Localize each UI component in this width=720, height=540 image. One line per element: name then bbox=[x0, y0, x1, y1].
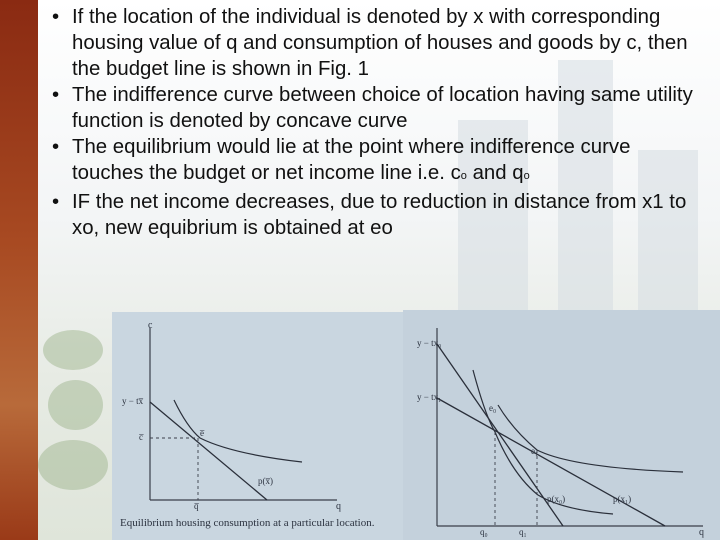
figure-caption: Equilibrium housing consumption at a particular location. bbox=[120, 517, 375, 529]
budget-line-x1 bbox=[437, 398, 665, 526]
indifference-curve-x1 bbox=[498, 405, 683, 472]
left-accent-bar bbox=[0, 0, 38, 540]
bullet-text: If the location of the individual is denoted by x with corresponding housing value of q and consumption of houses and goods by c, then the budget line is shown in Fig. 1 bbox=[72, 6, 688, 80]
equilibrium-label: e̅ bbox=[200, 428, 204, 438]
budget-line bbox=[150, 402, 267, 500]
figure-equilibrium-diagram bbox=[112, 312, 408, 540]
y-axis-label: c bbox=[148, 320, 153, 331]
x-axis-label: q bbox=[699, 527, 704, 538]
x-axis-label: q bbox=[336, 501, 341, 512]
bullet-item bbox=[52, 189, 702, 241]
background-tree bbox=[48, 380, 103, 430]
bullet-item bbox=[52, 82, 702, 134]
q-label: q̅ bbox=[194, 501, 199, 511]
bullet-dot: • bbox=[52, 6, 60, 28]
figure-comparative-diagram bbox=[403, 310, 720, 540]
c-label: c̅ bbox=[139, 432, 143, 442]
background-tree bbox=[38, 440, 108, 490]
subscript: o bbox=[460, 170, 467, 182]
q0-label: q₀ bbox=[480, 527, 488, 537]
bullet-text: The equilibrium would lie at the point where indifference curve touches the budget or net income line i.e. c bbox=[72, 136, 631, 184]
bullet-dot: • bbox=[52, 136, 60, 158]
indifference-curve-x0 bbox=[473, 370, 613, 514]
figure-equilibrium bbox=[112, 312, 408, 540]
background-tree bbox=[43, 330, 103, 370]
equilibrium-label-e1: e₁ bbox=[531, 446, 539, 456]
budget-label-x1: y − tx₁ bbox=[417, 392, 442, 402]
equilibrium-label-e0: e₀ bbox=[489, 403, 497, 413]
bullet-item bbox=[52, 4, 702, 82]
figure-comparative bbox=[403, 310, 720, 540]
subscript: o bbox=[523, 170, 530, 182]
bullet-item bbox=[52, 134, 702, 189]
curve-label-p0: p(x₀) bbox=[547, 494, 566, 504]
q1-label: q₁ bbox=[519, 527, 527, 537]
bullet-list bbox=[52, 4, 702, 241]
bullet-dot: • bbox=[52, 84, 60, 106]
budget-label: y − tx̅ bbox=[122, 396, 144, 406]
bullet-text: IF the net income decreases, due to reduction in distance from x1 to xo, new equibrium is obtained at eo bbox=[72, 191, 687, 239]
curve-label: p(x̅) bbox=[258, 476, 273, 486]
bullet-text: The indifference curve between choice of location having same utility function is denoted by concave curve bbox=[72, 84, 693, 132]
budget-label-x0: y − tx₀ bbox=[417, 338, 442, 348]
curve-label-p1: p(x₁) bbox=[613, 494, 632, 504]
bullet-text: and q bbox=[466, 162, 524, 184]
indifference-curve bbox=[174, 400, 302, 462]
bullet-dot: • bbox=[52, 191, 60, 213]
